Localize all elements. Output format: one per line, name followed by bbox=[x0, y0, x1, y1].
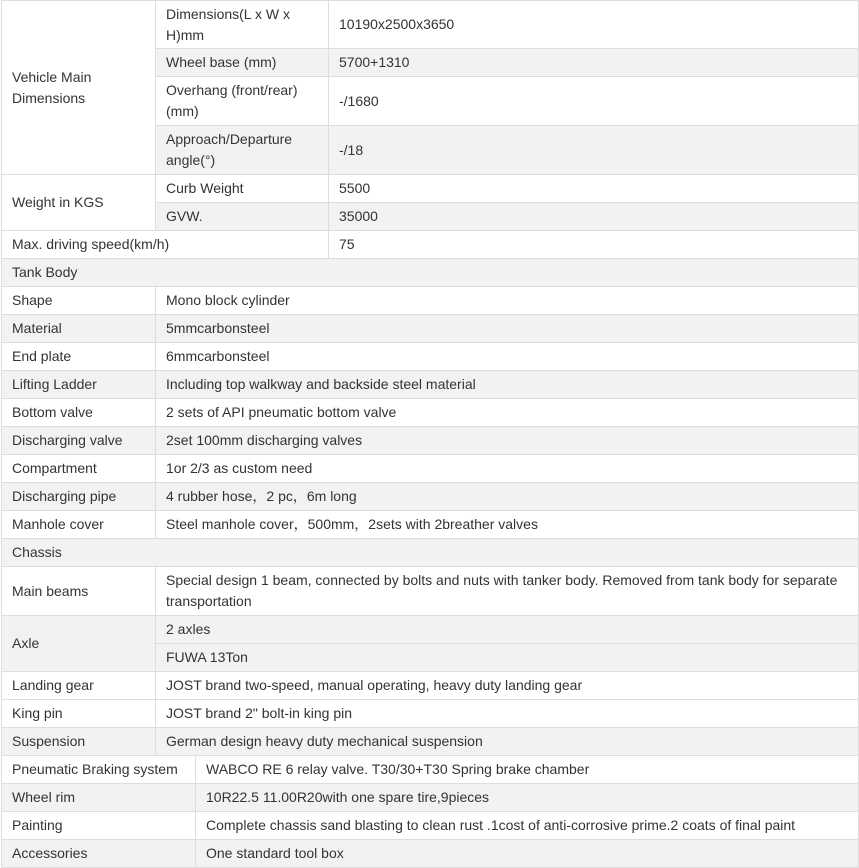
main-beams-label: Main beams bbox=[2, 567, 156, 616]
discharging-valve-label: Discharging valve bbox=[2, 427, 156, 455]
dimensions-value: 10190x2500x3650 bbox=[329, 1, 859, 49]
table-row bbox=[2, 427, 859, 455]
accessories-label: Accessories bbox=[2, 840, 196, 868]
table-row bbox=[2, 511, 859, 539]
wheel-rim-label: Wheel rim bbox=[2, 784, 196, 812]
table-row bbox=[2, 455, 859, 483]
axle-label: Axle bbox=[2, 616, 156, 672]
overhang-label: Overhang (front/rear) (mm) bbox=[156, 77, 329, 126]
gvw-value: 35000 bbox=[329, 203, 859, 231]
main-beams-value: Special design 1 beam, connected by bolts and nuts with tanker body. Removed from tank body for separate transportation bbox=[156, 567, 859, 616]
table-row bbox=[2, 840, 859, 868]
wheel-base-label: Wheel base (mm) bbox=[156, 49, 329, 77]
axle-count-value: 2 axles bbox=[156, 616, 859, 644]
dimensions-label: Dimensions(L x W x H)mm bbox=[156, 1, 329, 49]
wheel-rim-value: 10R22.5 11.00R20with one spare tire,9pieces bbox=[196, 784, 859, 812]
max-speed-value: 75 bbox=[329, 231, 859, 259]
accessories-value: One standard tool box bbox=[196, 840, 859, 868]
table-row bbox=[2, 343, 859, 371]
table-row bbox=[2, 483, 859, 511]
max-speed-label: Max. driving speed(km/h) bbox=[2, 231, 329, 259]
pneumatic-braking-value: WABCO RE 6 relay valve. T30/30+T30 Spring brake chamber bbox=[196, 756, 859, 784]
king-pin-label: King pin bbox=[2, 700, 156, 728]
material-label: Material bbox=[2, 315, 156, 343]
shape-value: Mono block cylinder bbox=[156, 287, 859, 315]
lifting-ladder-label: Lifting Ladder bbox=[2, 371, 156, 399]
suspension-value: German design heavy duty mechanical suspension bbox=[156, 728, 859, 756]
table-row bbox=[2, 756, 859, 784]
compartment-value: 1or 2/3 as custom need bbox=[156, 455, 859, 483]
table-row bbox=[2, 567, 859, 616]
table-row bbox=[2, 399, 859, 427]
curb-weight-value: 5500 bbox=[329, 175, 859, 203]
approach-departure-label: Approach/Departure angle(°) bbox=[156, 126, 329, 175]
table-row bbox=[2, 175, 859, 203]
landing-gear-value: JOST brand two-speed, manual operating, heavy duty landing gear bbox=[156, 672, 859, 700]
manhole-cover-label: Manhole cover bbox=[2, 511, 156, 539]
gvw-label: GVW. bbox=[156, 203, 329, 231]
table-row bbox=[2, 1, 859, 49]
pneumatic-braking-label: Pneumatic Braking system bbox=[2, 756, 196, 784]
wheel-base-value: 5700+1310 bbox=[329, 49, 859, 77]
lifting-ladder-value: Including top walkway and backside steel material bbox=[156, 371, 859, 399]
table-row bbox=[2, 287, 859, 315]
discharging-valve-value: 2set 100mm discharging valves bbox=[156, 427, 859, 455]
table-row bbox=[2, 616, 859, 644]
overhang-value: -/1680 bbox=[329, 77, 859, 126]
section-chassis: Chassis bbox=[2, 539, 859, 567]
king-pin-value: JOST brand 2" bolt-in king pin bbox=[156, 700, 859, 728]
approach-departure-value: -/18 bbox=[329, 126, 859, 175]
end-plate-value: 6mmcarbonsteel bbox=[156, 343, 859, 371]
table-row bbox=[2, 784, 859, 812]
table-row bbox=[2, 315, 859, 343]
table-row bbox=[2, 231, 859, 259]
discharging-pipe-label: Discharging pipe bbox=[2, 483, 156, 511]
compartment-label: Compartment bbox=[2, 455, 156, 483]
landing-gear-label: Landing gear bbox=[2, 672, 156, 700]
suspension-label: Suspension bbox=[2, 728, 156, 756]
curb-weight-label: Curb Weight bbox=[156, 175, 329, 203]
discharging-pipe-value: 4 rubber hose，2 pc，6m long bbox=[156, 483, 859, 511]
section-tank-body: Tank Body bbox=[2, 259, 859, 287]
end-plate-label: End plate bbox=[2, 343, 156, 371]
group-weight: Weight in KGS bbox=[2, 175, 156, 231]
axle-brand-value: FUWA 13Ton bbox=[156, 644, 859, 672]
bottom-valve-label: Bottom valve bbox=[2, 399, 156, 427]
table-row bbox=[2, 672, 859, 700]
table-row bbox=[2, 812, 859, 840]
table-row bbox=[2, 259, 859, 287]
painting-label: Painting bbox=[2, 812, 196, 840]
manhole-cover-value: Steel manhole cover，500mm，2sets with 2breather valves bbox=[156, 511, 859, 539]
table-row bbox=[2, 700, 859, 728]
material-value: 5mmcarbonsteel bbox=[156, 315, 859, 343]
group-vehicle-main-dimensions: Vehicle Main Dimensions bbox=[2, 1, 156, 175]
shape-label: Shape bbox=[2, 287, 156, 315]
bottom-valve-value: 2 sets of API pneumatic bottom valve bbox=[156, 399, 859, 427]
table-row bbox=[2, 728, 859, 756]
table-row bbox=[2, 539, 859, 567]
spec-table bbox=[1, 0, 859, 868]
painting-value: Complete chassis sand blasting to clean rust .1cost of anti-corrosive prime.2 coats of final paint bbox=[196, 812, 859, 840]
table-row bbox=[2, 371, 859, 399]
